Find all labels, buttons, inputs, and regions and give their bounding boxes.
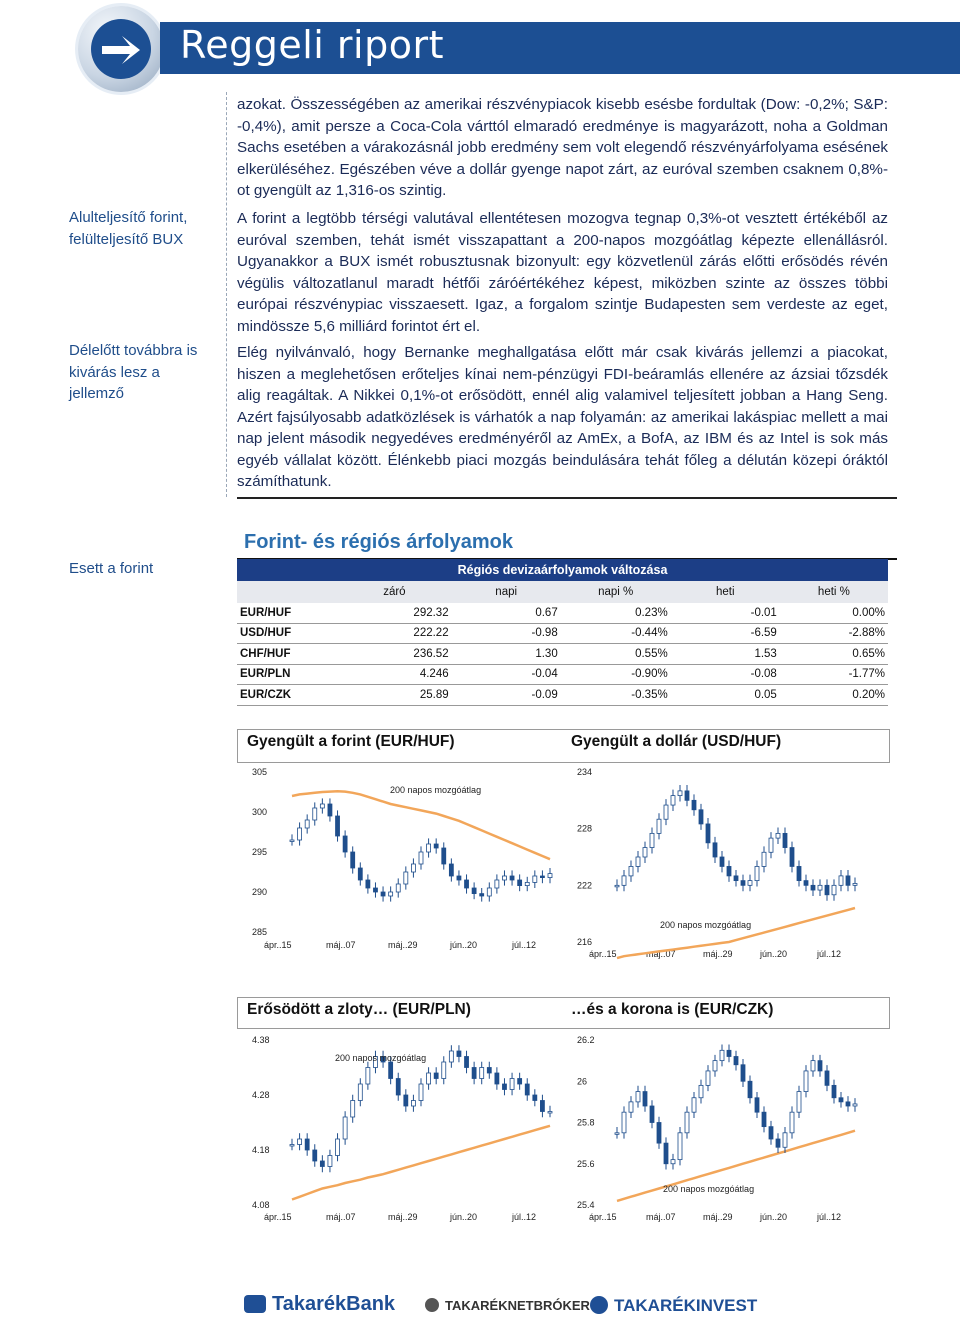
candle-body [671,796,675,805]
x-tick-label: máj..07 [646,1212,676,1222]
candle-body [657,1123,661,1144]
candle-body [699,1085,703,1097]
header-cell: heti [671,581,780,603]
candle-body [615,1133,619,1135]
candle-body [328,1156,332,1167]
candle-body [713,1061,717,1071]
pair-cell: CHF/HUF [237,644,337,665]
candle-body [706,824,710,843]
candle-body [518,880,522,886]
candle-body [465,880,469,888]
daily-cell: -0.04 [452,664,561,685]
table-row [237,644,888,665]
table-row [237,685,888,706]
candle-body [622,1112,626,1133]
candle-body [720,857,724,866]
candle-body [776,1139,780,1147]
candle-body [727,866,731,875]
candle-body [351,1101,355,1118]
candle-body [839,1098,843,1102]
candle-body [442,1062,446,1079]
candle-body [741,881,745,886]
x-tick-label: máj..29 [388,1212,418,1222]
candle-body [811,1061,815,1071]
y-tick-label: 300 [252,807,268,817]
eurhuf-chart [240,760,562,960]
candle-body [846,876,850,885]
candle-body [853,883,857,885]
pair-cell: EUR/HUF [237,603,337,623]
candle-body [487,1068,491,1074]
candle-body [706,1071,710,1085]
chart-title-eurhuf: Gyengült a forint (EUR/HUF) [247,733,455,750]
y-tick-label: 295 [252,847,268,857]
candle-body [525,1084,529,1095]
candle-body [762,1112,766,1126]
weekly-cell: -0.01 [671,603,780,623]
candle-body [336,1139,340,1156]
candle-body [790,1112,794,1133]
candle-body [533,1095,537,1101]
candle-body [290,1145,294,1147]
x-tick-label: máj..29 [388,940,418,950]
brand-invest [590,1296,757,1316]
candle-body [699,810,703,824]
eurpln-chart [240,1028,562,1228]
candle-body [776,833,780,838]
x-tick-label: júl..12 [817,949,842,959]
candle-body [629,866,633,875]
candle-body [762,852,766,866]
close-cell: 292.32 [337,603,451,623]
brand-mark-icon [425,1298,439,1312]
candle-body [465,1057,469,1068]
x-tick-label: jún..20 [450,940,478,950]
daily-cell: 1.30 [452,644,561,665]
candle-body [419,852,423,864]
weekly-pct-cell: -2.88% [780,623,888,644]
x-tick-label: máj..29 [703,1212,733,1222]
candle-body [548,874,552,878]
daily-pct-cell: -0.44% [561,623,671,644]
x-tick-label: ápr..15 [589,1212,617,1222]
candle-body [629,1102,633,1112]
y-tick-label: 290 [252,887,268,897]
candle-body [671,1160,675,1164]
candle-body [804,1071,808,1092]
candle-body [685,791,689,800]
daily-pct-cell: -0.90% [561,664,671,685]
candle-body [457,876,461,880]
candle-body [298,828,302,840]
report-logo [78,6,164,92]
candle-body [336,816,340,836]
section-divider [237,497,897,499]
candle-body [472,888,476,894]
candle-body [480,1068,484,1079]
usdhuf-chart [565,760,887,965]
table-row [237,623,888,644]
daily-cell: 0.67 [452,603,561,623]
candle-body [811,885,815,890]
candle-body [389,1062,393,1079]
candle-body [636,857,640,866]
candle-body [636,1092,640,1102]
x-tick-label: ápr..15 [264,940,292,950]
candle-body [411,1101,415,1107]
candle-body [373,888,377,892]
daily-pct-cell: 0.55% [561,644,671,665]
header-cell: záró [337,581,451,603]
chart-title-eurczk: …és a korona is (EUR/CZK) [571,1001,774,1018]
weekly-pct-cell: 0.65% [780,644,888,665]
daily-pct-cell: 0.23% [561,603,671,623]
candle-body [442,848,446,864]
chart-title-usdhuf: Gyengült a dollár (USD/HUF) [571,733,782,750]
x-tick-label: jún..20 [760,1212,788,1222]
paragraph-outlook: Elég nyilvánvaló, hogy Bernanke meghallgatása előtt már csak kivárás jellemzi a piacokat, hiszen a meglehetősen erőteljes kínai nem-pénzügyi FDI-beáramlás ellenére az ázsiai tőzsdék alig reagáltak. A Nikkei 0,1%-ot erősödött, ennél alig valamivel teljesített jobban a Hang Seng. Azért fajsúlyosabb adatközlések is várhatók a nap folyamán: az amerikai lakáspiac mellett a mai nap jelent második negyedéves eredményéről az AmEx, a BofA, az IBM és az Intel is sok más egyéb vállalat között. Élénkebb piaci mozgás beindulására tehát főleg a délután közepi óráktól számíthatunk. [237,344,888,490]
candle-body [797,1092,801,1113]
candle-body [313,1150,317,1161]
candle-body [692,800,696,809]
paragraph-us-markets: azokat. Összességében az amerikai részvénypiacok kisebb esésbe fordultak (Dow: -0,2%; S&P: -0,4%), amit persze a Coca-Cola várttól elmaradó eredménye is magyarázott, noha a Goldman Sachs esetében a várakozásnál jobb eredmény sem volt elegendő részvényárfolyama esésének elkerüléséhez. Egészében véve a dollár gyenge napot zárt, az euróval szemben csaknem 0,8%-ot gyengült az 1,316-os szintig. [237,96,888,199]
candle-body [720,1050,724,1060]
candle-body [846,1102,850,1106]
candle-body [305,1139,309,1150]
y-tick-label: 25.8 [577,1117,595,1128]
y-tick-label: 26 [577,1076,588,1087]
y-tick-label: 26.2 [577,1035,595,1045]
x-tick-label: máj..29 [703,949,733,959]
candle-body [533,876,537,882]
moving-average-label: 200 napos mozgóátlag [335,1053,427,1063]
candle-body [343,836,347,852]
section-title: Forint- és régiós árfolyamok [244,531,513,553]
y-tick-label: 25.6 [577,1158,595,1169]
candle-body [411,864,415,872]
header-cell: heti % [780,581,888,603]
header-cell: napi % [561,581,671,603]
candle-body [755,866,759,880]
x-tick-label: máj..07 [646,949,676,959]
brand-mark-icon [590,1296,608,1314]
side-note-forint-bux: Alulteljesítő forint, felülteljesítő BUX [69,209,188,248]
y-tick-label: 285 [252,927,268,937]
moving-average-label: 200 napos mozgóátlag [663,1184,755,1194]
candle-body [825,885,829,894]
candle-body [472,1068,476,1079]
table-row [237,664,888,685]
candle-body [320,804,324,808]
candle-body [510,876,514,880]
close-cell: 222.22 [337,623,451,644]
y-tick-label: 4.18 [252,1145,270,1155]
candle-body [434,1073,438,1079]
candle-body [839,876,843,885]
candle-body [525,882,529,885]
y-tick-label: 25.4 [577,1200,595,1210]
candle-body [804,881,808,886]
candle-body [818,1061,822,1071]
weekly-cell: -0.08 [671,664,780,685]
candle-body [678,791,682,796]
x-tick-label: jún..20 [450,1212,478,1222]
header-cell [237,581,337,603]
candle-body [343,1117,347,1139]
candle-body [449,1051,453,1062]
y-tick-label: 234 [577,767,593,777]
candle-body [351,852,355,868]
y-tick-label: 228 [577,823,593,834]
candle-body [650,1106,654,1123]
candle-body [518,1079,522,1085]
candle-body [434,844,438,848]
candle-body [419,1084,423,1101]
candle-body [320,1161,324,1167]
pair-cell: EUR/CZK [237,685,337,706]
candle-body [657,819,661,833]
candle-body [755,1098,759,1112]
x-tick-label: júl..12 [512,940,537,950]
fx-rates-table [237,559,888,706]
y-tick-label: 222 [577,880,593,891]
candle-body [853,1104,857,1106]
candle-body [427,1073,431,1084]
candle-body [790,848,794,867]
x-tick-label: máj..07 [326,940,356,950]
x-tick-label: ápr..15 [264,1212,292,1222]
column-divider [226,92,227,497]
candle-body [480,894,484,896]
candle-body [328,804,332,816]
moving-average-label: 200 napos mozgóátlag [660,920,752,930]
candle-body [678,1133,682,1160]
candle-body [650,833,654,847]
paragraph-forint: A forint a legtöbb térségi valutával ellentétesen mozogva tegnap 0,3%-ot vesztett értékéből az euróval szemben, tehát ismét visszapattant a 200-napos mozgóátlag képezte ellenállásról. Ugyanakkor a BUX ismét robusztusnak bizonyult: egy közvetlenül zárás előtti erősödés révén végülis változatlanul maradt hétfői záróértékéhez képest, miközben szinte az összes többi európai részvénypiac visszaesett. Igaz, a forgalom szintje Budapesten sem verdeste az eget, mindössze 5,6 milliárd forintot ért el. [237,210,888,335]
y-tick-label: 305 [252,767,268,777]
candle-body [748,1081,752,1098]
brand-mark-icon [244,1295,266,1313]
y-tick-label: 216 [577,937,593,947]
candle-body [643,848,647,857]
candle-body [832,885,836,894]
daily-pct-cell: -0.35% [561,685,671,706]
x-tick-label: jún..20 [760,949,788,959]
candle-body [622,876,626,885]
candle-body [290,840,294,842]
daily-cell: -0.09 [452,685,561,706]
weekly-cell: 1.53 [671,644,780,665]
candle-body [769,838,773,852]
candle-body [643,1092,647,1106]
close-cell: 4.246 [337,664,451,685]
candle-body [457,1051,461,1057]
candle-body [358,1084,362,1101]
weekly-pct-cell: 0.20% [780,685,888,706]
brand-netbroker [425,1298,590,1313]
brand-name: TakarékBank [272,1293,396,1315]
candle-body [366,1068,370,1085]
candle-body [298,1139,302,1145]
brand-name: TAKARÉKINVEST [614,1296,758,1315]
candle-body [832,1085,836,1097]
candle-body [664,805,668,819]
candle-body [305,820,309,828]
weekly-cell: -6.59 [671,623,780,644]
pair-cell: EUR/PLN [237,664,337,685]
x-tick-label: máj..07 [326,1212,356,1222]
candle-body [797,866,801,880]
candle-body [615,885,619,887]
candle-body [825,1071,829,1085]
x-tick-label: júl..12 [512,1212,537,1222]
brand-takarekbank [244,1293,395,1316]
side-note-waiting: Délelőtt továbbra is kivárás lesz a jellemző [69,342,198,402]
close-cell: 25.89 [337,685,451,706]
x-tick-label: ápr..15 [589,949,617,959]
candle-body [502,876,506,880]
y-tick-label: 4.08 [252,1200,270,1210]
candle-body [358,868,362,880]
candle-body [381,892,385,896]
side-note-forint-fell: Esett a forint [69,560,154,577]
candle-body [404,872,408,884]
candle-body [664,1143,668,1164]
candle-body [540,876,544,878]
header-cell: napi [452,581,561,603]
brand-name: TAKARÉKNETBRÓKER [445,1298,590,1313]
candle-body [734,876,738,881]
candle-body [685,1112,689,1133]
arrow-icon [78,6,164,92]
daily-cell: -0.98 [452,623,561,644]
close-cell: 236.52 [337,644,451,665]
candle-body [313,808,317,820]
candle-body [449,864,453,876]
candle-body [734,1057,738,1065]
candle-body [692,1098,696,1112]
eurczk-chart [565,1028,887,1228]
candle-body [783,1133,787,1147]
table-caption: Régiós devizaárfolyamok változása [237,559,888,581]
candle-body [713,843,717,857]
candle-body [404,1095,408,1106]
candle-body [510,1079,514,1090]
candle-body [495,880,499,888]
report-title: Reggeli riport [180,23,444,67]
candle-body [427,844,431,852]
weekly-pct-cell: 0.00% [780,603,888,623]
candle-body [396,884,400,892]
candle-body [727,1050,731,1056]
candle-body [540,1101,544,1112]
candle-body [783,833,787,847]
y-tick-label: 4.28 [252,1090,270,1100]
candle-body [495,1073,499,1084]
y-tick-label: 4.38 [252,1035,270,1045]
table-row [237,603,888,623]
candle-body [748,881,752,886]
weekly-cell: 0.05 [671,685,780,706]
candle-body [548,1112,552,1114]
table-header-row [237,581,888,603]
candle-body [396,1079,400,1096]
chart-title-eurpln: Erősödött a zloty… (EUR/PLN) [247,1001,471,1018]
pair-cell: USD/HUF [237,623,337,644]
candle-body [741,1065,745,1082]
candle-body [389,892,393,896]
moving-average-label: 200 napos mozgóátlag [390,785,482,795]
candle-body [487,888,491,896]
candle-body [818,885,822,890]
weekly-pct-cell: -1.77% [780,664,888,685]
x-tick-label: júl..12 [817,1212,842,1222]
candle-body [502,1084,506,1090]
candle-body [366,880,370,888]
candle-body [769,1127,773,1139]
